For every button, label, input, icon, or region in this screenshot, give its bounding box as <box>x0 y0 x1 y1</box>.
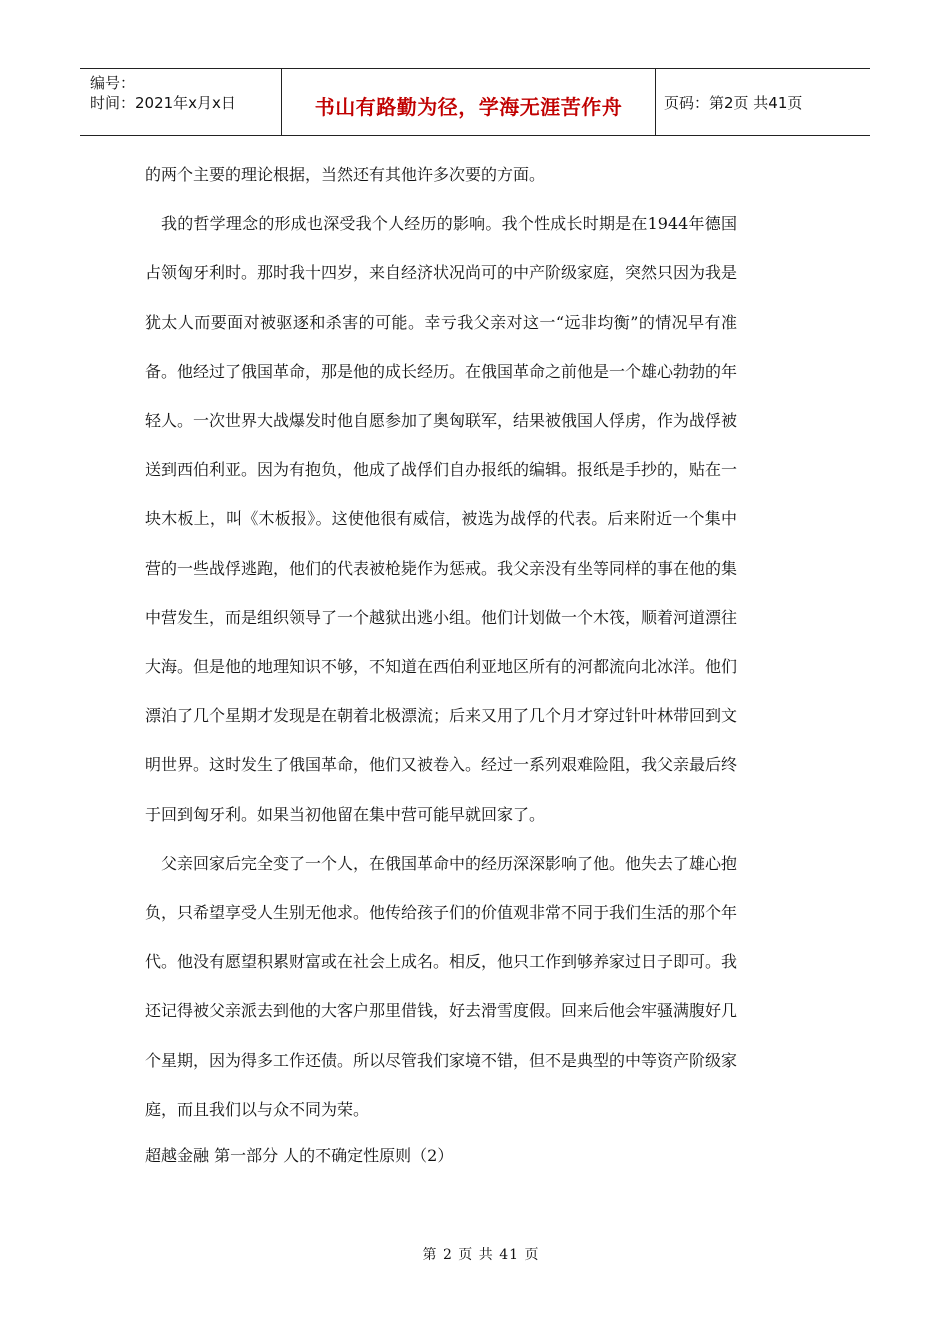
header-slogan: 书山有路勤为径，学海无涯苦作舟 <box>314 94 623 119</box>
footer-page-number: 第 2 页 共 41 页 <box>422 1247 540 1263</box>
header-page-cell <box>656 69 870 135</box>
section-title: 超越金融 第一部分 人的不确定性原则（2） <box>145 1146 454 1166</box>
header-slogan-cell <box>282 69 656 135</box>
header-table <box>80 68 870 136</box>
header-page-info: 页码：第2页 共41页 <box>664 93 803 112</box>
document-number-label: 编号： <box>90 74 136 92</box>
header-meta-cell <box>80 69 282 135</box>
document-body <box>145 150 737 1178</box>
document-date-label: 时间：2021年x月x日 <box>90 94 236 112</box>
paragraph-continuation: 的两个主要的理论根据，当然还有其他许多次要的方面。 <box>145 165 546 184</box>
paragraph-father-return: 父亲回家后完全变了一个人，在俄国革命中的经历深深影响了他。他失去了雄心抱负，只希望享受人生别无他求。他传给孩子们的价值观非常不同于我们生活的那个年代。他没有愿望积累财富或在社会上成名。相反，他只工作到够养家过日子即可。我还记得被父亲派去到他的大客户那里借钱，好去滑雪度假。回来后他会牢骚满腹好几个星期，因为得多工作还债。所以尽管我们家境不错，但不是典型的中等资产阶级家庭，而且我们以与众不同为荣。 <box>145 853 738 1119</box>
paragraph-philosophy-origin: 我的哲学理念的形成也深受我个人经历的影响。我个性成长时期是在1944年德国占领匈牙利时。那时我十四岁，来自经济状况尚可的中产阶级家庭，突然只因为我是犹太人而要面对被驱逐和杀害的可能。幸亏我父亲对这一“远非均衡”的情况早有准备。他经过了俄国革命，那是他的成长经历。在俄国革命之前他是一个雄心勃勃的年轻人。一次世界大战爆发时他自愿参加了奥匈联军，结果被俄国人俘虏，作为战俘被送到西伯利亚。因为有抱负，他成了战俘们自办报纸的编辑。报纸是手抄的，贴在一块木板上，叫《木板报》。这使他很有威信，被选为战俘的代表。后来附近一个集中营的一些战俘逃跑，他们的代表被枪毙作为惩戒。我父亲没有坐等同样的事在他的集中营发生，而是组织领导了一个越狱出逃小组。他们计划做一个木筏，顺着河道漂往大海。但是他的地理知识不够，不知道在西伯利亚地区所有的河都流向北冰洋。他们漂泊了几个星期才发现是在朝着北极漂流；后来又用了几个月才穿过针叶林带回到文明世界。这时发生了俄国革命，他们又被卷入。经过一系列艰难险阻，我父亲最后终于回到匈牙利。如果当初他留在集中营可能早就回家了。 <box>145 214 738 824</box>
